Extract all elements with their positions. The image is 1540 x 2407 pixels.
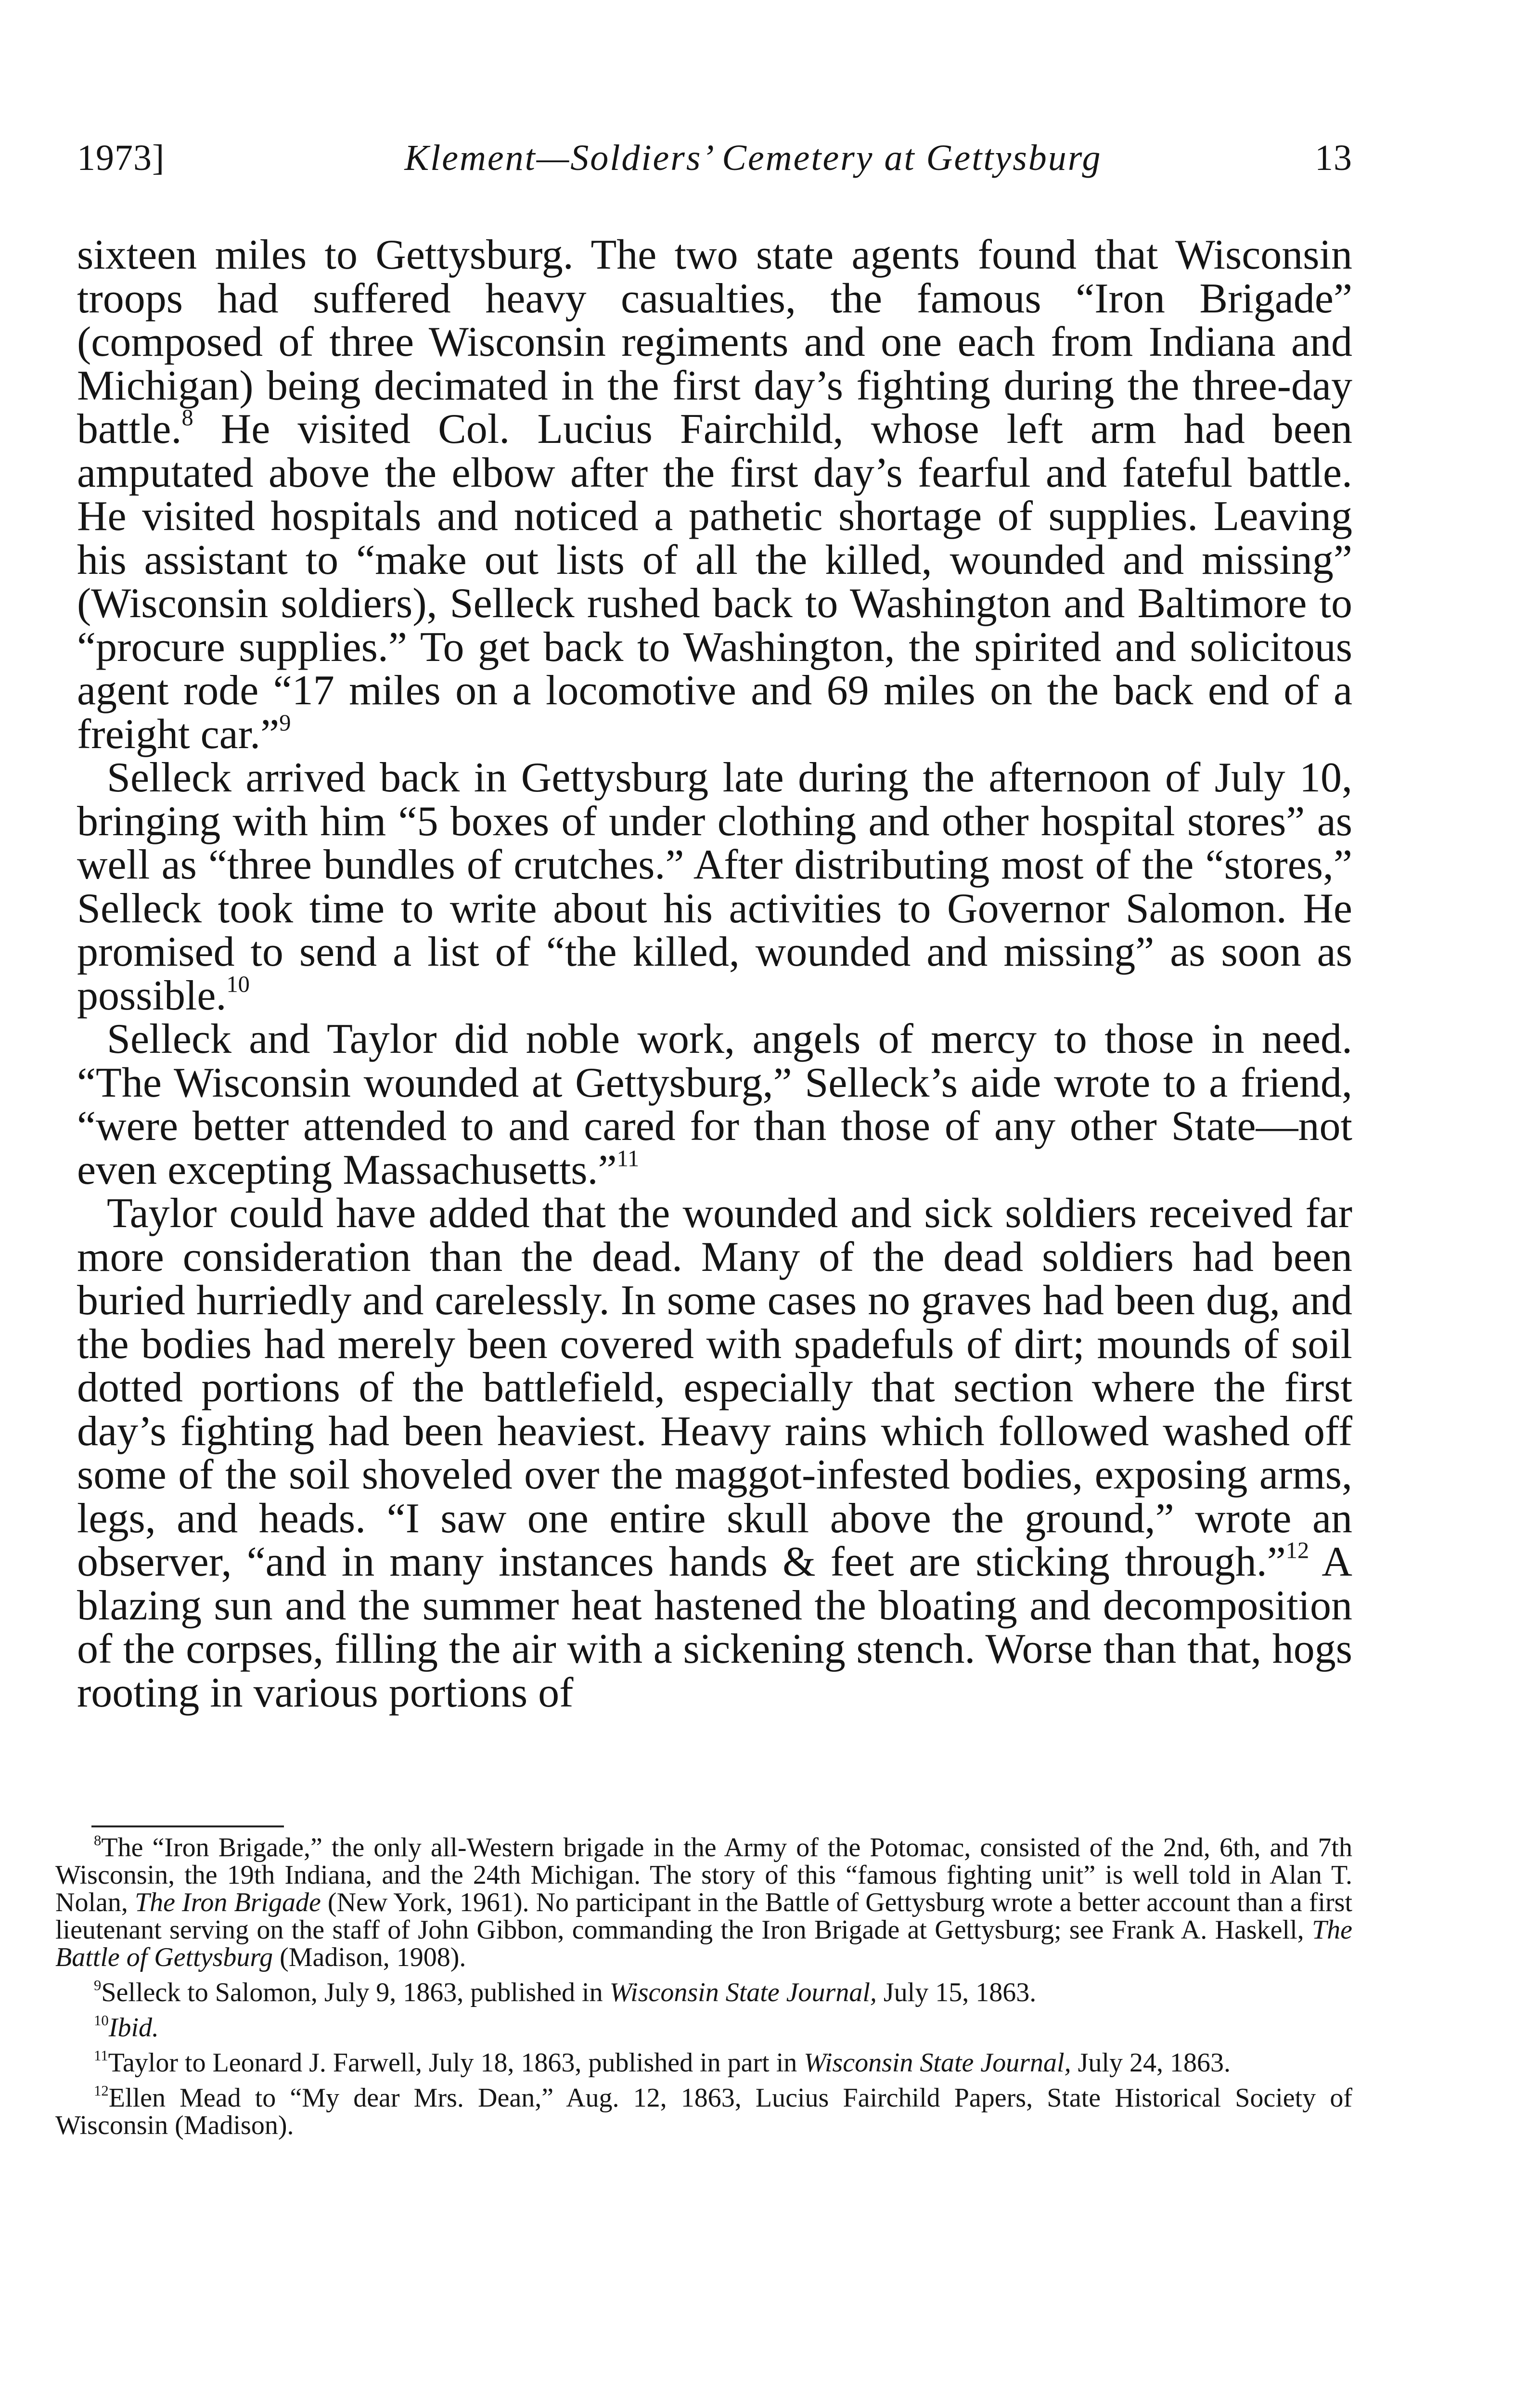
footnote-text: (Madison, 1908). bbox=[273, 1942, 466, 1972]
footnote-number: 12 bbox=[94, 2082, 109, 2099]
running-header bbox=[77, 137, 1352, 179]
footnote bbox=[55, 2014, 1352, 2042]
footnote-text: The “Iron Brigade,” the only all-Western brigade in the Army of the Potomac, consisted of the 2nd, 6th, and 7th Wisconsin, the 19th Indiana, and the 24th Michigan. The story of this “famous fighting unit” is well told in Alan T. Nolan, bbox=[55, 1833, 1352, 1917]
footnote-italic: The Battle of Gettysburg bbox=[55, 1915, 1352, 1972]
body-text bbox=[77, 233, 1352, 1715]
footnote-italic: Wisconsin State Journal, bbox=[609, 1978, 877, 2007]
footnote-ref: 12 bbox=[1285, 1538, 1309, 1564]
paragraph-text: A blazing sun and the summer heat hastened the bloating and decomposition of the corpses, filling the air with a sickening stench. Worse than that, hogs rooting in various portions of bbox=[77, 1539, 1352, 1716]
running-title: Klement—Soldiers’ Cemetery at Gettysburg bbox=[404, 138, 1102, 178]
footnote-text: Ellen Mead to “My dear Mrs. Dean,” Aug. 12, 1863, Lucius Fairchild Papers, State Historical Society of Wisconsin (Madison). bbox=[55, 2083, 1352, 2140]
paragraph-text: He visited Col. Lucius Fairchild, whose left arm had been amputated above the elbow after the first day’s fearful and fateful battle. He visited hospitals and noticed a pathetic shortage of supplies. Leaving his assistant to “make out lists of all the killed, wounded and missing” (Wisconsin soldiers), Selleck rushed back to Washington and Baltimore to “procure supplies.” To get back to Washington, the spirited and solicitous agent rode “17 miles on a locomotive and 69 miles on the back end of a freight car.” bbox=[77, 406, 1352, 758]
paragraph bbox=[77, 1018, 1352, 1192]
header-year: 1973] bbox=[77, 138, 165, 178]
footnote bbox=[55, 2084, 1352, 2139]
footnote-ref: 8 bbox=[181, 405, 193, 431]
paragraph-text: Taylor could have added that the wounded and sick soldiers received far more consideration than the dead. Many of the dead soldiers had been buried hurriedly and carelessly. In some cases no graves had been dug, and the bodies had merely been covered with spadefuls of dirt; mounds of soil dotted portions of the battlefield, especially that section where the first day’s fighting had been heaviest. Heavy rains which followed washed off some of the soil shoveled over the maggot-infested bodies, exposing arms, legs, and heads. “I saw one entire skull above the ground,” wrote an observer, “and in many instances hands & feet are sticking through.” bbox=[77, 1190, 1352, 1585]
footnote-number: 9 bbox=[94, 1977, 102, 1993]
paragraph-text: sixteen miles to Gettysburg. The two state agents found that Wisconsin troops had suffered heavy casualties, the famous “Iron Brigade” (composed of three Wisconsin regiments and one each from Indiana and Michigan) being decimated in the first day’s fighting during the three-day battle. bbox=[77, 232, 1352, 453]
footnote-ref: 11 bbox=[616, 1146, 640, 1172]
paragraph bbox=[77, 1192, 1352, 1715]
footnotes bbox=[55, 1834, 1352, 2147]
footnote-number: 11 bbox=[94, 2047, 108, 2064]
footnote-italic: Ibid. bbox=[108, 2013, 159, 2043]
footnote-italic: The Iron Brigade bbox=[134, 1888, 321, 1917]
footnote-text: Taylor to Leonard J. Farwell, July 18, 1863, published in part in bbox=[108, 2048, 804, 2078]
paragraph bbox=[77, 756, 1352, 1018]
footnote bbox=[55, 2049, 1352, 2077]
footnote bbox=[55, 1834, 1352, 1971]
footnote-text: July 24, 1863. bbox=[1071, 2048, 1231, 2078]
footnote-number: 8 bbox=[94, 1832, 102, 1849]
paragraph bbox=[77, 233, 1352, 756]
footnote-ref: 9 bbox=[279, 710, 291, 736]
page-number: 13 bbox=[1315, 138, 1352, 178]
paragraph-text: Selleck arrived back in Gettysburg late during the afternoon of July 10, bringing with him “5 boxes of under clothing and other hospital stores” as well as “three bundles of crutches.” After distributing most of the “stores,” Selleck took time to write about his activities to Governor Salomon. He promised to send a list of “the killed, wounded and missing” as soon as possible. bbox=[77, 754, 1352, 1019]
footnote-text: (New York, 1961). No participant in the Battle of Gettysburg wrote a better account than a first lieutenant serving on the staff of John Gibbon, commanding the Iron Brigade at Gettysburg; see Frank A. Haskell, bbox=[55, 1888, 1353, 1945]
footnote-italic: Wisconsin State Journal, bbox=[804, 2048, 1071, 2078]
footnote-ref: 10 bbox=[226, 971, 250, 997]
footnote-divider bbox=[91, 1825, 284, 1827]
footnote-number: 10 bbox=[94, 2012, 109, 2029]
footnote-text: Selleck to Salomon, July 9, 1863, published in bbox=[101, 1978, 610, 2007]
footnote bbox=[55, 1979, 1352, 2006]
paragraph-text: Selleck and Taylor did noble work, angels of mercy to those in need. “The Wisconsin wounded at Gettysburg,” Selleck’s aide wrote to a friend, “were better attended to and cared for than those of any other State—not even excepting Massachusetts.” bbox=[77, 1016, 1352, 1193]
footnote-text: July 15, 1863. bbox=[876, 1978, 1037, 2007]
